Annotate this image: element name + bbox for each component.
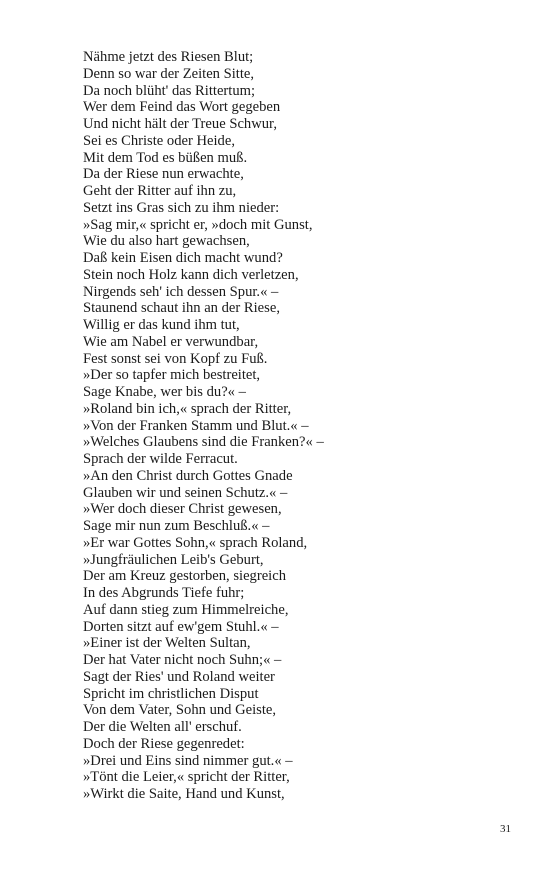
poem-line: Dorten sitzt auf ew'gem Stuhl.« – [83, 618, 279, 635]
poem-line: Wer dem Feind das Wort gegeben [83, 99, 281, 116]
page-number: 31 [500, 823, 511, 835]
poem-line: Geht der Ritter auf ihn zu, [83, 183, 237, 199]
poem-line: »Der so tapfer mich bestreitet, [83, 367, 261, 384]
poem-line: »Roland bin ich,« sprach der Ritter, [83, 400, 292, 417]
poem-line: In des Abgrunds Tiefe fuhr; [83, 585, 245, 601]
poem-line: Sprach der wilde Ferracut. [83, 451, 238, 467]
poem-line: Wie du also hart gewachsen, [83, 233, 250, 250]
poem-line: Und nicht hält der Treue Schwur, [83, 116, 277, 132]
poem-line: Da der Riese nun erwachte, [83, 166, 244, 183]
poem-line: Spricht im christlichen Disput [83, 685, 259, 702]
poem-line: Sei es Christe oder Heide, [83, 132, 235, 149]
poem-line: »Wer doch dieser Christ gewesen, [83, 501, 282, 518]
poem-line: »Tönt die Leier,« spricht der Ritter, [83, 769, 290, 786]
poem-text [83, 49, 324, 803]
poem-line: »Von der Franken Stamm und Blut.« – [83, 417, 309, 434]
poem-line: Fest sonst sei von Kopf zu Fuß. [83, 350, 268, 367]
poem-line: Staunend schaut ihn an der Riese, [83, 300, 280, 317]
poem-line: Nirgends seh' ich dessen Spur.« – [83, 283, 279, 300]
poem-line: Stein noch Holz kann dich verletzen, [83, 266, 299, 283]
poem-line: Der die Welten all' erschuf. [83, 719, 242, 735]
poem-line: »An den Christ durch Gottes Gnade [83, 467, 293, 484]
poem-line: Auf dann stieg zum Himmelreiche, [83, 601, 289, 618]
poem-line: Sage Knabe, wer bis du?« – [83, 384, 246, 400]
poem-line: »Einer ist der Welten Sultan, [83, 635, 251, 652]
poem-line: Sage mir nun zum Beschluß.« – [83, 518, 270, 534]
poem-line: Nähme jetzt des Riesen Blut; [83, 49, 254, 65]
poem-line: »Drei und Eins sind nimmer gut.« – [83, 752, 293, 769]
poem-line: Denn so war der Zeiten Sitte, [83, 65, 255, 82]
poem-line: Glauben wir und seinen Schutz.« – [83, 484, 288, 501]
poem-line: Doch der Riese gegenredet: [83, 735, 245, 752]
poem-line: Der am Kreuz gestorben, siegreich [83, 568, 287, 585]
poem-line: »Wirkt die Saite, Hand und Kunst, [83, 786, 285, 802]
poem-line: Wie am Nabel er verwundbar, [83, 333, 259, 350]
poem-line: Willig er das kund ihm tut, [83, 317, 240, 333]
poem-line: Mit dem Tod es büßen muß. [83, 149, 248, 166]
poem-line: »Jungfräulichen Leib's Geburt, [83, 551, 264, 568]
poem-line: »Er war Gottes Sohn,« sprach Roland, [83, 534, 308, 551]
poem-line: »Welches Glaubens sind die Franken?« – [83, 434, 324, 451]
poem-line: Setzt ins Gras sich zu ihm nieder: [83, 199, 280, 216]
poem-line: Sagt der Ries' und Roland weiter [83, 668, 275, 685]
poem-line: Von dem Vater, Sohn und Geiste, [83, 702, 277, 719]
poem-line: Daß kein Eisen dich macht wund? [83, 250, 283, 266]
poem-line: Der hat Vater nicht noch Suhn;« – [83, 652, 282, 668]
poem-line: »Sag mir,« spricht er, »doch mit Gunst, [83, 216, 313, 233]
poem-line: Da noch blüht' das Rittertum; [83, 82, 256, 99]
